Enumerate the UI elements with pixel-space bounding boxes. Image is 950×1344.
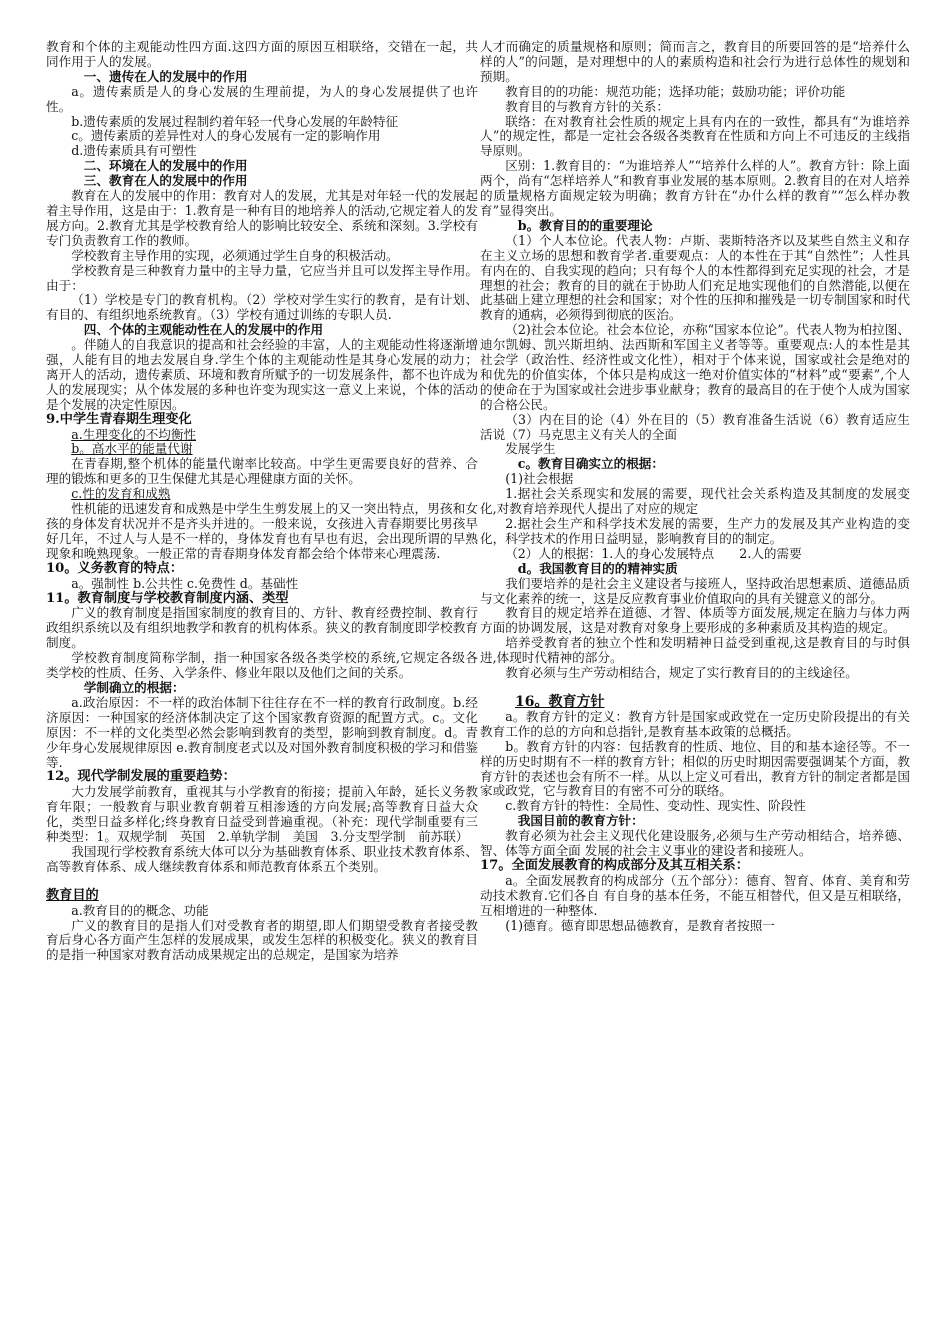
paragraph: （1）学校是专门的教育机构。（2）学校对学生实行的教育，是有计划、有目的、有组织地系统教育。（3）学校有通过训练的专职人员. [46, 292, 478, 323]
paragraph: 广义的教育制度是指国家制度的教育目的、方针、教育经费控制、教育行政组织系统以及有组织地教学和教育的机构体系。狭义的教育制度即学校教育制度。 [46, 605, 478, 651]
paragraph: （2）人的根据：1.人的身心发展特点 2.人的需要 [505, 545, 802, 561]
paragraph: a。教育方针的定义：教育方针是国家或政党在一定历史阶段提出的有关教育工作的总的方向和总指针,是教育基本政策的总概括。 [480, 708, 910, 739]
right-column [480, 40, 910, 933]
paragraph: 教育目的与教育方针的关系： [505, 98, 669, 114]
paragraph: 教育目的规定培养在道德、才智、体质等方面发展,规定在脑力与体力两方面的协调发展，这是对教育对象身上要形成的多种素质及其构造的规定。 [480, 605, 910, 636]
paragraph: 我国现行学校教育系统大体可以分为基础教育体系、职业技术教育体系、高等教育体系、成人继续教育体系和师范教育体系五个类别。 [46, 843, 478, 874]
paragraph: （1）个人本位论。代表人物：卢斯、裴斯特洛齐以及某些自然主义和存在主义立场的思想和教育学者.重要观点：人的本性在于其“自然性”；人性具有内在的、自我实现的趋向；只有每个人的本性都得到充足实现的社会，才是理想的社会；教育的目的就在于协助人们充足地实现他们的自然潜能,以便在此基础上建立理想的社会和国家；对个性的压抑和摧残是一切专制国家和时代教育的通病，必须得到彻底的医治。 [480, 232, 910, 323]
spacer [46, 875, 478, 889]
paragraph: b.遗传素质的发展过程制约着年轻一代身心发展的年龄特征 [71, 113, 399, 129]
paragraph: a.教育目的的概念、功能 [71, 902, 209, 918]
paragraph: d.遗传素质具有可塑性 [71, 143, 197, 159]
paragraph: 我们要培养的是社会主义建设者与接班人，坚持政治思想素质、道德品质与文化素养的统一，这是反应教育事业价值取向的具有关键意义的部分。 [480, 575, 910, 606]
section-heading: 10。义务教育的特点： [46, 560, 184, 576]
paragraph: a。强制性 b.公共性 c.免费性 d。基础性 [71, 575, 299, 591]
section-heading: 16。教育方针 [515, 693, 605, 710]
paragraph: a.政治原因：不一样的政治体制下往往存在不一样的教育行政制度。b.经济原因：一种国家的经济体制决定了这个国家教育资源的配置方式。c。文化原因：不一样的文化类型必然会影响到教育的类型，影响到教育制度。d。青少年身心发展规律原因 e.教育制度老式以及对国外教育制度积极的学习和借鉴等. [46, 694, 478, 770]
paragraph: 教育和个体的主观能动性四方面.这四方面的原因互相联络，交错在一起，共同作用于人的发展。 [46, 39, 478, 69]
section-heading: 四、个体的主观能动性在人的发展中的作用 [83, 322, 324, 338]
paragraph: 区别：1.教育目的：“为谁培养人”“培养什么样的人”。教育方针：除上面两个，尚有“怎样培养人”和教育事业发展的基本原则。2.教育目的在对人培养的质量规格方面规定较为明确；教育方针在“办什么样的教育”“怎么样办教育”显得突出。 [480, 158, 910, 218]
paragraph: 教育在人的发展中的作用：教育对人的发展，尤其是对年轻一代的发展起着主导作用，这是由于：1.教育是一种有目的地培养人的活动,它规定着人的发展方向。2.教育尤其是学校教育给人的影响比较安全、系统和深刻。3.学校有专门负责教育工作的教师。 [46, 188, 478, 248]
paragraph: 教育必须与生产劳动相结合，规定了实行教育目的的主线途径。 [505, 665, 858, 681]
section-heading: 9.中学生青春期生理变化 [46, 411, 192, 427]
left-column [46, 40, 478, 963]
paragraph: 人才而确定的质量规格和原则；简而言之，教育目的所要回答的是“培养什么样的人”的问题，是对理想中的人的素质构造和社会行为进行总体性的规划和预期。 [480, 39, 910, 84]
paragraph: （2)社会本位论。社会本位论，亦称“国家本位论”。代表人物为柏拉图、迪尔凯姆、凯兴斯坦纳、法西斯和军国主义者等等。重要观点:人的本性是其社会学（政治性、经济性或文化性），相对于个体来说，国家或社会是绝对的和优先的价值实体，个体只是构成这一绝对价值实体的“材料”或“要素”,个人的使命在于为国家或社会进步事业献身；教育的最高目的在于使个人成为国家的合格公民。 [480, 322, 910, 412]
section-heading: c。教育目确实立的根据： [517, 456, 664, 472]
subheading: a.生理变化的不均衡性 [71, 426, 197, 442]
paragraph: 教育目的的功能：规范功能；选择功能；鼓励功能；评价功能 [505, 83, 846, 99]
paragraph: 。伴随人的自我意识的提高和社会经验的丰富，人的主观能动性将逐渐增强，人能有目的地去发展自身.学生个体的主观能动性是其身心发展的动力；离开人的活动，遗传素质、环境和教育所赋予的一切发展条件，都不也许成为人的发展现实；从个体发展的多种也许变为现实这一意义上来说，个体的活动是个发展的决定性原因。 [46, 337, 478, 412]
paragraph: 学校教育是三种教育力量中的主导力量，它应当并且可以发挥主导作用。由于： [46, 262, 478, 293]
section-heading: 教育目的 [46, 887, 99, 903]
paragraph: (1)社会根据 [505, 471, 574, 487]
subheading: b。高水平的能量代谢 [71, 441, 193, 457]
section-heading: 学制确立的根据： [83, 679, 185, 695]
paragraph: 教育必须为社会主义现代化建设服务,必须与生产劳动相结合，培养德、智、体等方面全面 发展的社会主义事业的建设者和接班人。 [480, 828, 910, 859]
paragraph: a。全面发展教育的构成部分（五个部分）：德育、智育、体育、美育和劳动技术教育.它们各自 有自身的基本任务，不能互相替代，但又是互相联络，互相增进的一种整体. [480, 872, 910, 918]
paragraph: 培养受教育者的独立个性和发明精神日益受到重视,这是教育目的与时俱进,体现时代精神的部分。 [480, 635, 910, 666]
paragraph: (1)德育。德育即思想品德教育，是教育者按照一 [505, 917, 775, 933]
paragraph: （3）内在目的论（4）外在目的（5）教育准备生活说（6）教育适应生活说（7）马克思主义有关人的全面 [480, 411, 910, 442]
paragraph: 在青春期,整个机体的能量代谢率比较高。中学生更需要良好的营养、合理的锻炼和更多的卫生保健尤其是心理健康方面的关怀。 [46, 456, 478, 487]
section-heading: 17。全面发展教育的构成部分及其互相关系： [480, 857, 749, 873]
paragraph: 1.据社会关系现实和发展的需要，现代社会关系构造及其制度的发展变化,对教育培养现代人提出了对应的规定 [480, 486, 910, 517]
section-heading: 我国目前的教育方针： [517, 813, 644, 829]
subheading: c.性的发育和成熟 [71, 486, 171, 502]
paragraph: 性机能的迅速发育和成熟是中学生生剪发展上的又一突出特点，男孩和女孩的身体发育状况并不是齐头并进的。一般来说，女孩进入青春期要比男孩早好几年，不过人与人是不一样的，身体发育也有早也有迟，会出现所谓的早熟现象和晚熟现象。一般正常的青春期身体发育都会给个体带来心理震荡. [46, 501, 478, 561]
paragraph: 大力发展学前教育，重视其与小学教育的衔接；提前入年龄，延长义务教育年限；一般教育与职业教育朝着互相渗透的方向发展;高等教育日益大众化，类型日益多样化;终身教育日益受到普遍重视。（补充：现代学制重要有三种类型：1。双规学制 英国 2.单轨学制 美国 3.分支型学制 前苏联） [46, 784, 478, 845]
paragraph: c.教育方针的特性：全局性、变动性、现实性、阶段性 [505, 798, 806, 814]
paragraph: 发展学生 [505, 441, 556, 457]
section-heading: 一、遗传在人的发展中的作用 [83, 68, 248, 84]
section-heading: 二、环境在人的发展中的作用 [83, 158, 248, 174]
paragraph: 学校教育主导作用的实现，必须通过学生自身的积极活动。 [71, 247, 399, 263]
spacer [480, 681, 910, 695]
paragraph: 联络：在对教育社会性质的规定上具有内在的一致性，都具有“为谁培养人”的规定性，都是一定社会各级各类教育在性质和方向上不可违反的主线指导原则。 [480, 113, 910, 159]
paragraph: a。遗传素质是人的身心发展的生理前提，为人的身心发展提供了也许性。 [46, 83, 478, 114]
section-heading: 11。教育制度与学校教育制度内涵、类型 [46, 590, 289, 606]
section-heading: 12。现代学制发展的重要趋势： [46, 769, 236, 785]
section-heading: 三、教育在人的发展中的作用 [83, 173, 248, 189]
section-heading: b。教育目的的重要理论 [517, 217, 653, 233]
paragraph: b。教育方针的内容：包括教育的性质、地位、目的和基本途径等。不一样的历史时期有不一样的教育方针；相似的历史时期因需要强调某个方面，教育方针的表述也会有所不一样。从以上定义可看出，教育方针的制定者都是国家或政党，它与教育目的有密不可分的联络。 [480, 738, 910, 799]
paragraph: c。遗传素质的差异性对人的身心发展有一定的影响作用 [71, 128, 381, 144]
paragraph: 学校教育制度简称学制，指一种国家各级各类学校的系统,它规定各级各类学校的性质、任务、入学条件、修业年限以及他们之间的关系。 [46, 650, 478, 681]
paragraph: 广义的教育目的是指人们对受教育者的期望,即人们期望受教育者接受教育后身心各方面产生怎样的发展成果，或发生怎样的积极变化。狭义的教育目的是指一种国家对教育活动成果规定出的总规定，是国家为培养 [46, 917, 478, 963]
paragraph: 2.据社会生产和科学技术发展的需要，生产力的发展及其产业构造的变化，科学技术的作用日益明显，影响教育目的的制定。 [480, 516, 910, 546]
section-heading: d。我国教育目的的精神实质 [517, 560, 678, 576]
